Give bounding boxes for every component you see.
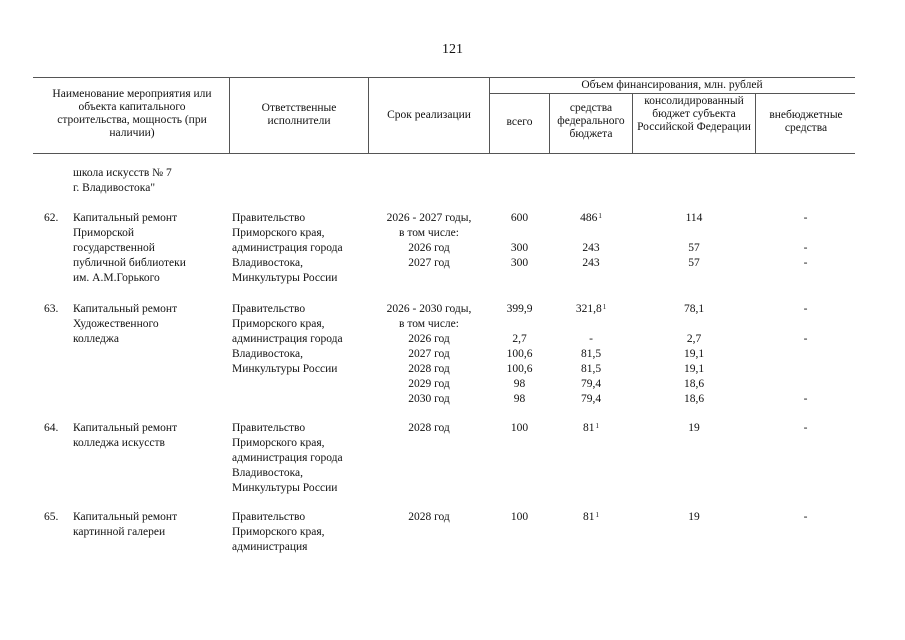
row-resp-line: Приморского края, [232,437,325,449]
row-regional: 2,7 [686,333,702,345]
row-regional: 57 [688,242,700,254]
row-extra: - [803,212,808,224]
row-regional: 19,1 [683,363,705,375]
row-resp-line: Минкультуры России [232,363,338,375]
row-total: 100,6 [506,348,533,360]
row-resp-line: администрация города [232,452,343,464]
row-resp-line: Правительство [232,422,306,434]
row-name-line: публичной библиотеки [73,257,186,269]
row-regional: 19 [688,422,700,434]
row-extra: - [803,422,808,434]
header-regional: консолидированный бюджет субъекта Российской Федерации [637,95,751,133]
row-regional: 114 [685,212,703,224]
row-extra: - [803,257,808,269]
row-period: 2028 год [408,511,450,523]
row-name-line: Художественного [73,318,159,330]
row-number: 62. [44,212,59,224]
row-resp-line: Владивостока, [232,467,304,479]
row-resp-line: администрация города [232,333,343,345]
header-federal: средства федерального бюджета [557,102,625,140]
funding-group-rule [489,93,855,94]
row-federal: 81,5 [580,363,602,375]
row-period: 2028 год [408,422,450,434]
footnote-mark: 1 [595,511,599,519]
row-total: 98 [513,378,526,390]
row-name-line: Приморской [73,227,134,239]
header-top-rule [33,77,855,78]
header-responsible: Ответственные исполнители [261,102,337,127]
row-resp-line: Минкультуры России [232,482,338,494]
continuation-line: школа искусств № 7 [73,167,172,179]
col-divider-6 [755,93,756,153]
footnote-mark: 1 [598,212,602,220]
row-federal: $486^1$ [580,212,602,224]
row-name-line: Капитальный ремонт [73,212,178,224]
row-resp-line: Приморского края, [232,318,325,330]
row-resp-line: Приморского края, [232,526,325,538]
row-federal: 79,4 [580,378,602,390]
row-period: 2026 - 2027 годы, [386,212,472,224]
row-resp-line: администрация города [232,242,343,254]
row-resp-line: администрация [232,541,308,553]
row-period: 2027 год [408,348,450,360]
row-total: 600 [510,212,529,224]
row-resp-line: Правительство [232,303,306,315]
row-regional: 19,1 [683,348,705,360]
header-name: Наименование мероприятия или объекта капитального строительства, мощность (при наличии) [52,88,212,139]
row-number: 63. [44,303,59,315]
row-period: 2030 год [408,393,450,405]
row-federal: 243 [582,257,600,269]
row-resp-line: Минкультуры России [232,272,338,284]
header-extrabudget: внебюджетные средства [769,109,843,134]
row-name-line: колледжа искусств [73,437,165,449]
row-resp-line: Владивостока, [232,257,304,269]
row-extra: - [803,303,808,315]
row-period: в том числе: [399,318,459,330]
row-resp-line: Владивостока, [232,348,304,360]
row-federal: $81^1$ [583,511,599,523]
row-regional: 57 [688,257,700,269]
row-period: в том числе: [399,227,459,239]
header-funding: Объем финансирования, млн. рублей [581,79,763,91]
row-regional: 78,1 [683,303,705,315]
footnote-mark: 1 [595,422,599,430]
row-name-line: государственной [73,242,155,254]
row-name-line: Капитальный ремонт [73,303,178,315]
row-regional: 18,6 [683,378,705,390]
row-extra: - [803,333,808,345]
row-period: 2026 год [408,333,450,345]
row-extra: - [803,393,808,405]
row-total: 2,7 [512,333,527,345]
continuation-line: г. Владивостока" [73,182,156,194]
footnote-mark: 1 [602,303,607,311]
row-name-line: картинной галереи [73,526,166,538]
row-federal: 321,8$^1$ [575,303,607,315]
row-name-line: им. А.М.Горького [73,272,160,284]
row-number: 64. [44,422,59,434]
row-period: 2026 год [408,242,450,254]
row-regional: 18,6 [683,393,705,405]
row-total: 300 [510,242,529,254]
row-number: 65. [44,511,59,523]
row-name-line: Капитальный ремонт [73,422,178,434]
row-period: 2029 год [408,378,450,390]
row-extra: - [803,242,808,254]
row-total: 100 [510,511,529,523]
row-federal: $81^1$ [583,422,599,434]
row-total: 399,9 [506,303,533,315]
row-resp-line: Приморского края, [232,227,325,239]
row-period: 2026 - 2030 годы, [386,303,472,315]
header-period: Срок реализации [387,109,471,121]
row-federal: 79,4 [580,393,602,405]
row-total: 98 [513,393,526,405]
row-period: 2028 год [408,363,450,375]
row-period: 2027 год [408,257,450,269]
row-total: 100 [510,422,529,434]
row-total: 300 [510,257,529,269]
page-number: 121 [442,42,463,57]
row-total: 100,6 [506,363,533,375]
row-resp-line: Правительство [232,511,306,523]
col-divider-1 [229,77,230,153]
row-federal: 243 [582,242,600,254]
row-extra: - [803,511,808,523]
row-resp-line: Правительство [232,212,306,224]
row-federal: 81,5 [580,348,602,360]
row-regional: 19 [688,511,700,523]
row-federal: - [589,333,593,345]
row-name-line: колледжа [73,333,119,345]
col-divider-2 [368,77,369,153]
header-total: всего [506,116,533,128]
row-name-line: Капитальный ремонт [73,511,178,523]
header-bottom-rule [33,153,855,154]
